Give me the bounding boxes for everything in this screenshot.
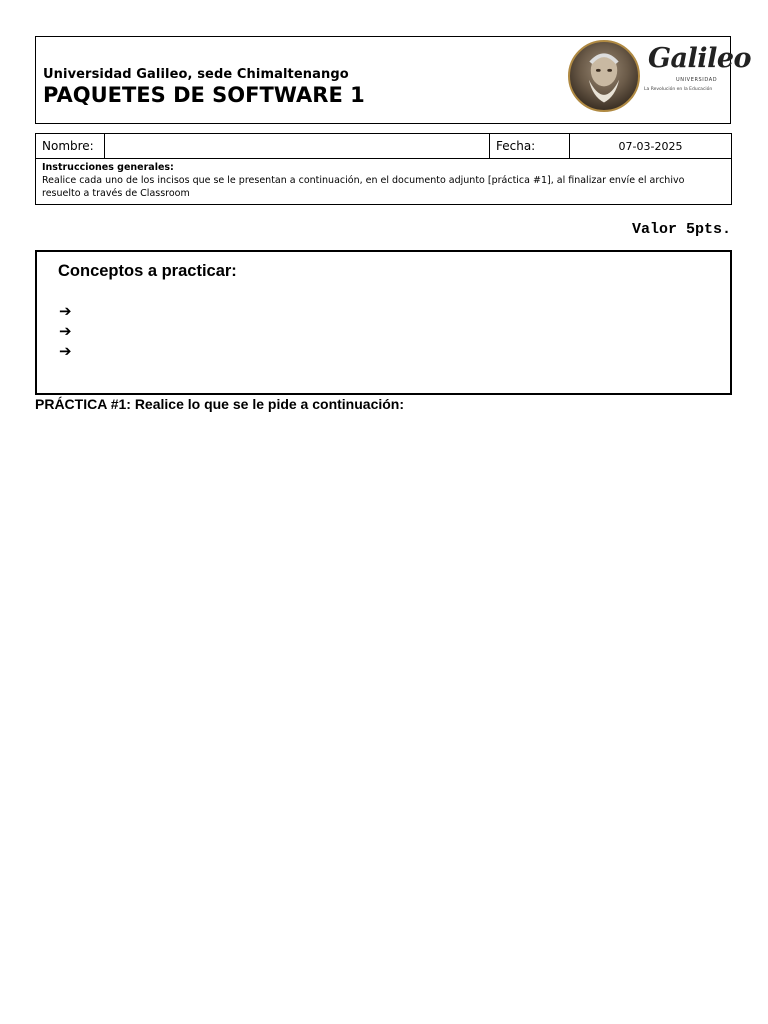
practice-heading: PRÁCTICA #1: Realice lo que se le pide a continuación: [35,396,405,412]
instructions-cell [36,159,732,205]
arrow-right-icon: ➔ [59,342,72,360]
galileo-logo-subtext: UNIVERSIDAD [676,77,718,83]
info-row [36,134,732,159]
arrow-right-icon: ➔ [59,322,72,340]
student-info-table [35,133,732,205]
galileo-logo-wordmark: Galileo [648,43,752,74]
instructions-text: Realice cada uno de los incisos que se le presentan a continuación, en el documento adjunto [práctica #1], al finalizar envíe el archivo resuelto a través de Classroom [42,175,685,199]
points-value: Valor 5pts. [631,221,731,238]
concepts-box [35,250,732,395]
document-header [35,36,752,124]
course-title: PAQUETES DE SOFTWARE 1 [43,83,365,107]
instructions-title: Instrucciones generales: [42,162,174,173]
instructions-row [36,159,732,205]
date-label: Fecha: [490,134,570,159]
university-name: Universidad Galileo, sede Chimaltenango [43,67,349,82]
name-label: Nombre: [36,134,105,159]
galileo-portrait-icon [568,40,640,112]
date-value: 07-03-2025 [570,134,732,159]
concepts-title: Conceptos a practicar: [58,262,237,280]
arrow-right-icon: ➔ [59,302,72,320]
galileo-logo-tagline: La Revolución en la Educación [644,87,713,92]
name-field[interactable] [105,134,490,159]
